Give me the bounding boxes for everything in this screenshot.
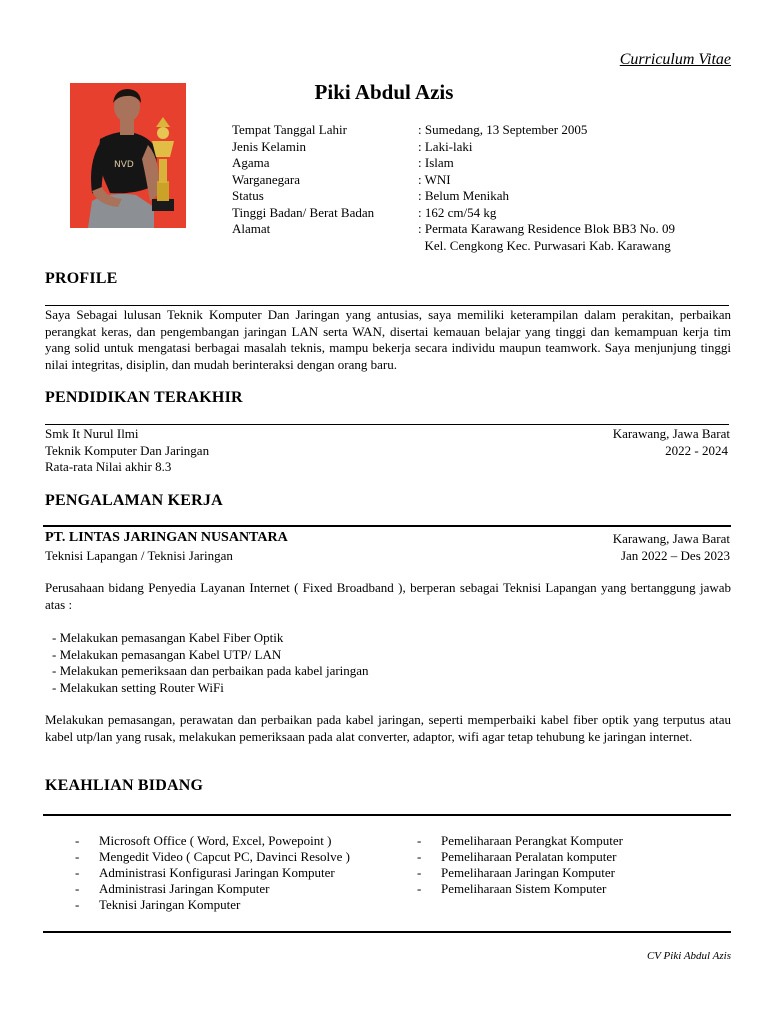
info-value: : Belum Menikah — [418, 188, 509, 203]
divider — [43, 814, 731, 816]
info-label: Status — [232, 188, 264, 203]
section-title-education: PENDIDIKAN TERAKHIR — [45, 389, 243, 406]
info-row-address — [232, 221, 675, 238]
skills-right-column — [417, 833, 623, 897]
list-item: - Pemeliharaan Perangkat Komputer — [417, 833, 623, 848]
list-item: - Melakukan pemeriksaan dan perbaikan pada kabel jaringan — [52, 663, 369, 678]
company-location: Karawang, Jawa Barat — [612, 531, 730, 546]
info-value: : 162 cm/54 kg — [418, 204, 497, 220]
candidate-name: Piki Abdul Azis — [314, 80, 454, 104]
info-row-address-cont — [232, 238, 675, 255]
info-label: Agama — [232, 155, 270, 170]
list-item: - Melakukan pemasangan Kabel UTP/ LAN — [52, 646, 282, 662]
school-major: Teknik Komputer Dan Jaringan — [45, 443, 210, 458]
list-item: - Pemeliharaan Jaringan Komputer — [417, 865, 615, 880]
list-item: - Administrasi Konfigurasi Jaringan Komputer — [75, 865, 335, 880]
list-item: - Melakukan setting Router WiFi — [52, 679, 224, 695]
info-label — [232, 238, 418, 255]
school-name: Smk It Nurul Ilmi — [45, 426, 139, 441]
company-name: PT. LINTAS JARINGAN NUSANTARA — [45, 530, 288, 545]
info-label: Tempat Tanggal Lahir — [232, 122, 347, 137]
list-item: - Administrasi Jaringan Komputer — [75, 881, 270, 896]
school-location: Karawang, Jawa Barat — [612, 426, 730, 441]
info-value: : Laki-laki — [418, 138, 473, 154]
info-row-gender — [232, 139, 675, 156]
list-item: - Microsoft Office ( Word, Excel, Powepoint ) — [75, 833, 332, 848]
profile-photo — [70, 83, 186, 228]
info-value: : Islam — [418, 155, 454, 170]
info-value: : Permata Karawang Residence Blok BB3 No. 09 — [418, 221, 676, 236]
list-item: - Pemeliharaan Sistem Komputer — [417, 881, 607, 896]
info-label: Tinggi Badan/ Berat Badan — [232, 204, 375, 220]
school-years: 2022 - 2024 — [665, 443, 728, 458]
duty-list — [52, 630, 369, 696]
info-label: Alamat — [232, 221, 271, 236]
section-title-skills: KEAHLIAN BIDANG — [45, 777, 204, 794]
footer-text: CV Piki Abdul Azis — [646, 950, 731, 962]
info-row-citizenship — [232, 172, 675, 189]
section-title-experience: PENGALAMAN KERJA — [45, 492, 223, 509]
skills-left-column — [75, 833, 350, 913]
info-value: Kel. Cengkong Kec. Purwasari Kab. Karawang — [418, 237, 671, 253]
list-item: - Mengedit Video ( Capcut PC, Davinci Resolve ) — [75, 849, 350, 864]
divider — [45, 305, 729, 306]
school-gpa: Rata-rata Nilai akhir 8.3 — [45, 459, 172, 474]
info-label: Jenis Kelamin — [232, 138, 307, 154]
job-summary: Melakukan pemasangan, perawatan dan perbaikan pada kabel jaringan, seperti memperbaiki kabel fiber optik yang terputus atau kabel utp/lan yang rusak, melakukan pemeriksaan pada alat converter, adaptor, wifi agar tetap tehubung ke jaringan internet. — [45, 712, 731, 744]
list-item: - Pemeliharaan Peralatan komputer — [417, 849, 617, 864]
section-title-profile: PROFILE — [45, 270, 118, 287]
list-item: - Teknisi Jaringan Komputer — [75, 897, 241, 912]
divider — [43, 525, 731, 527]
list-item: - Melakukan pemasangan Kabel Fiber Optik — [52, 630, 284, 645]
info-row-religion — [232, 155, 675, 172]
info-value: : Sumedang, 13 September 2005 — [418, 122, 588, 137]
divider — [43, 931, 731, 933]
info-row-birth — [232, 122, 675, 139]
info-value: : WNI — [418, 171, 451, 187]
job-period: Jan 2022 – Des 2023 — [620, 548, 730, 563]
person-with-trophy-image — [70, 83, 186, 228]
svg-text:NVD: NVD — [114, 160, 134, 170]
divider — [45, 424, 729, 425]
job-intro: Perusahaan bidang Penyedia Layanan Internet ( Fixed Broadband ), berperan sebagai Teknisi Lapangan yang bertanggung jawab atas : — [45, 580, 731, 612]
info-label: Warganegara — [232, 171, 301, 187]
job-role: Teknisi Lapangan / Teknisi Jaringan — [45, 548, 233, 563]
info-row-status — [232, 188, 675, 205]
info-row-height-weight — [232, 205, 675, 222]
profile-text: Saya Sebagai lulusan Teknik Komputer Dan Jaringan yang antusias, saya memiliki keterampilan dalam perakitan, perbaikan perangkat keras, dan pengembangan jaringan LAN serta WAN, disertai kemauan belajar yang tinggi dan kemampuan kerja tim yang solid untuk mengatasi berbagai masalah teknis, mampu bekerja secara individu maupun teamwork. Saya menjunjung tinggi nilai integritas, disiplin, dan mudah berinteraksi dengan orang baru. — [45, 307, 731, 372]
document-label: Curriculum Vitae — [619, 51, 731, 68]
personal-info — [232, 122, 675, 254]
